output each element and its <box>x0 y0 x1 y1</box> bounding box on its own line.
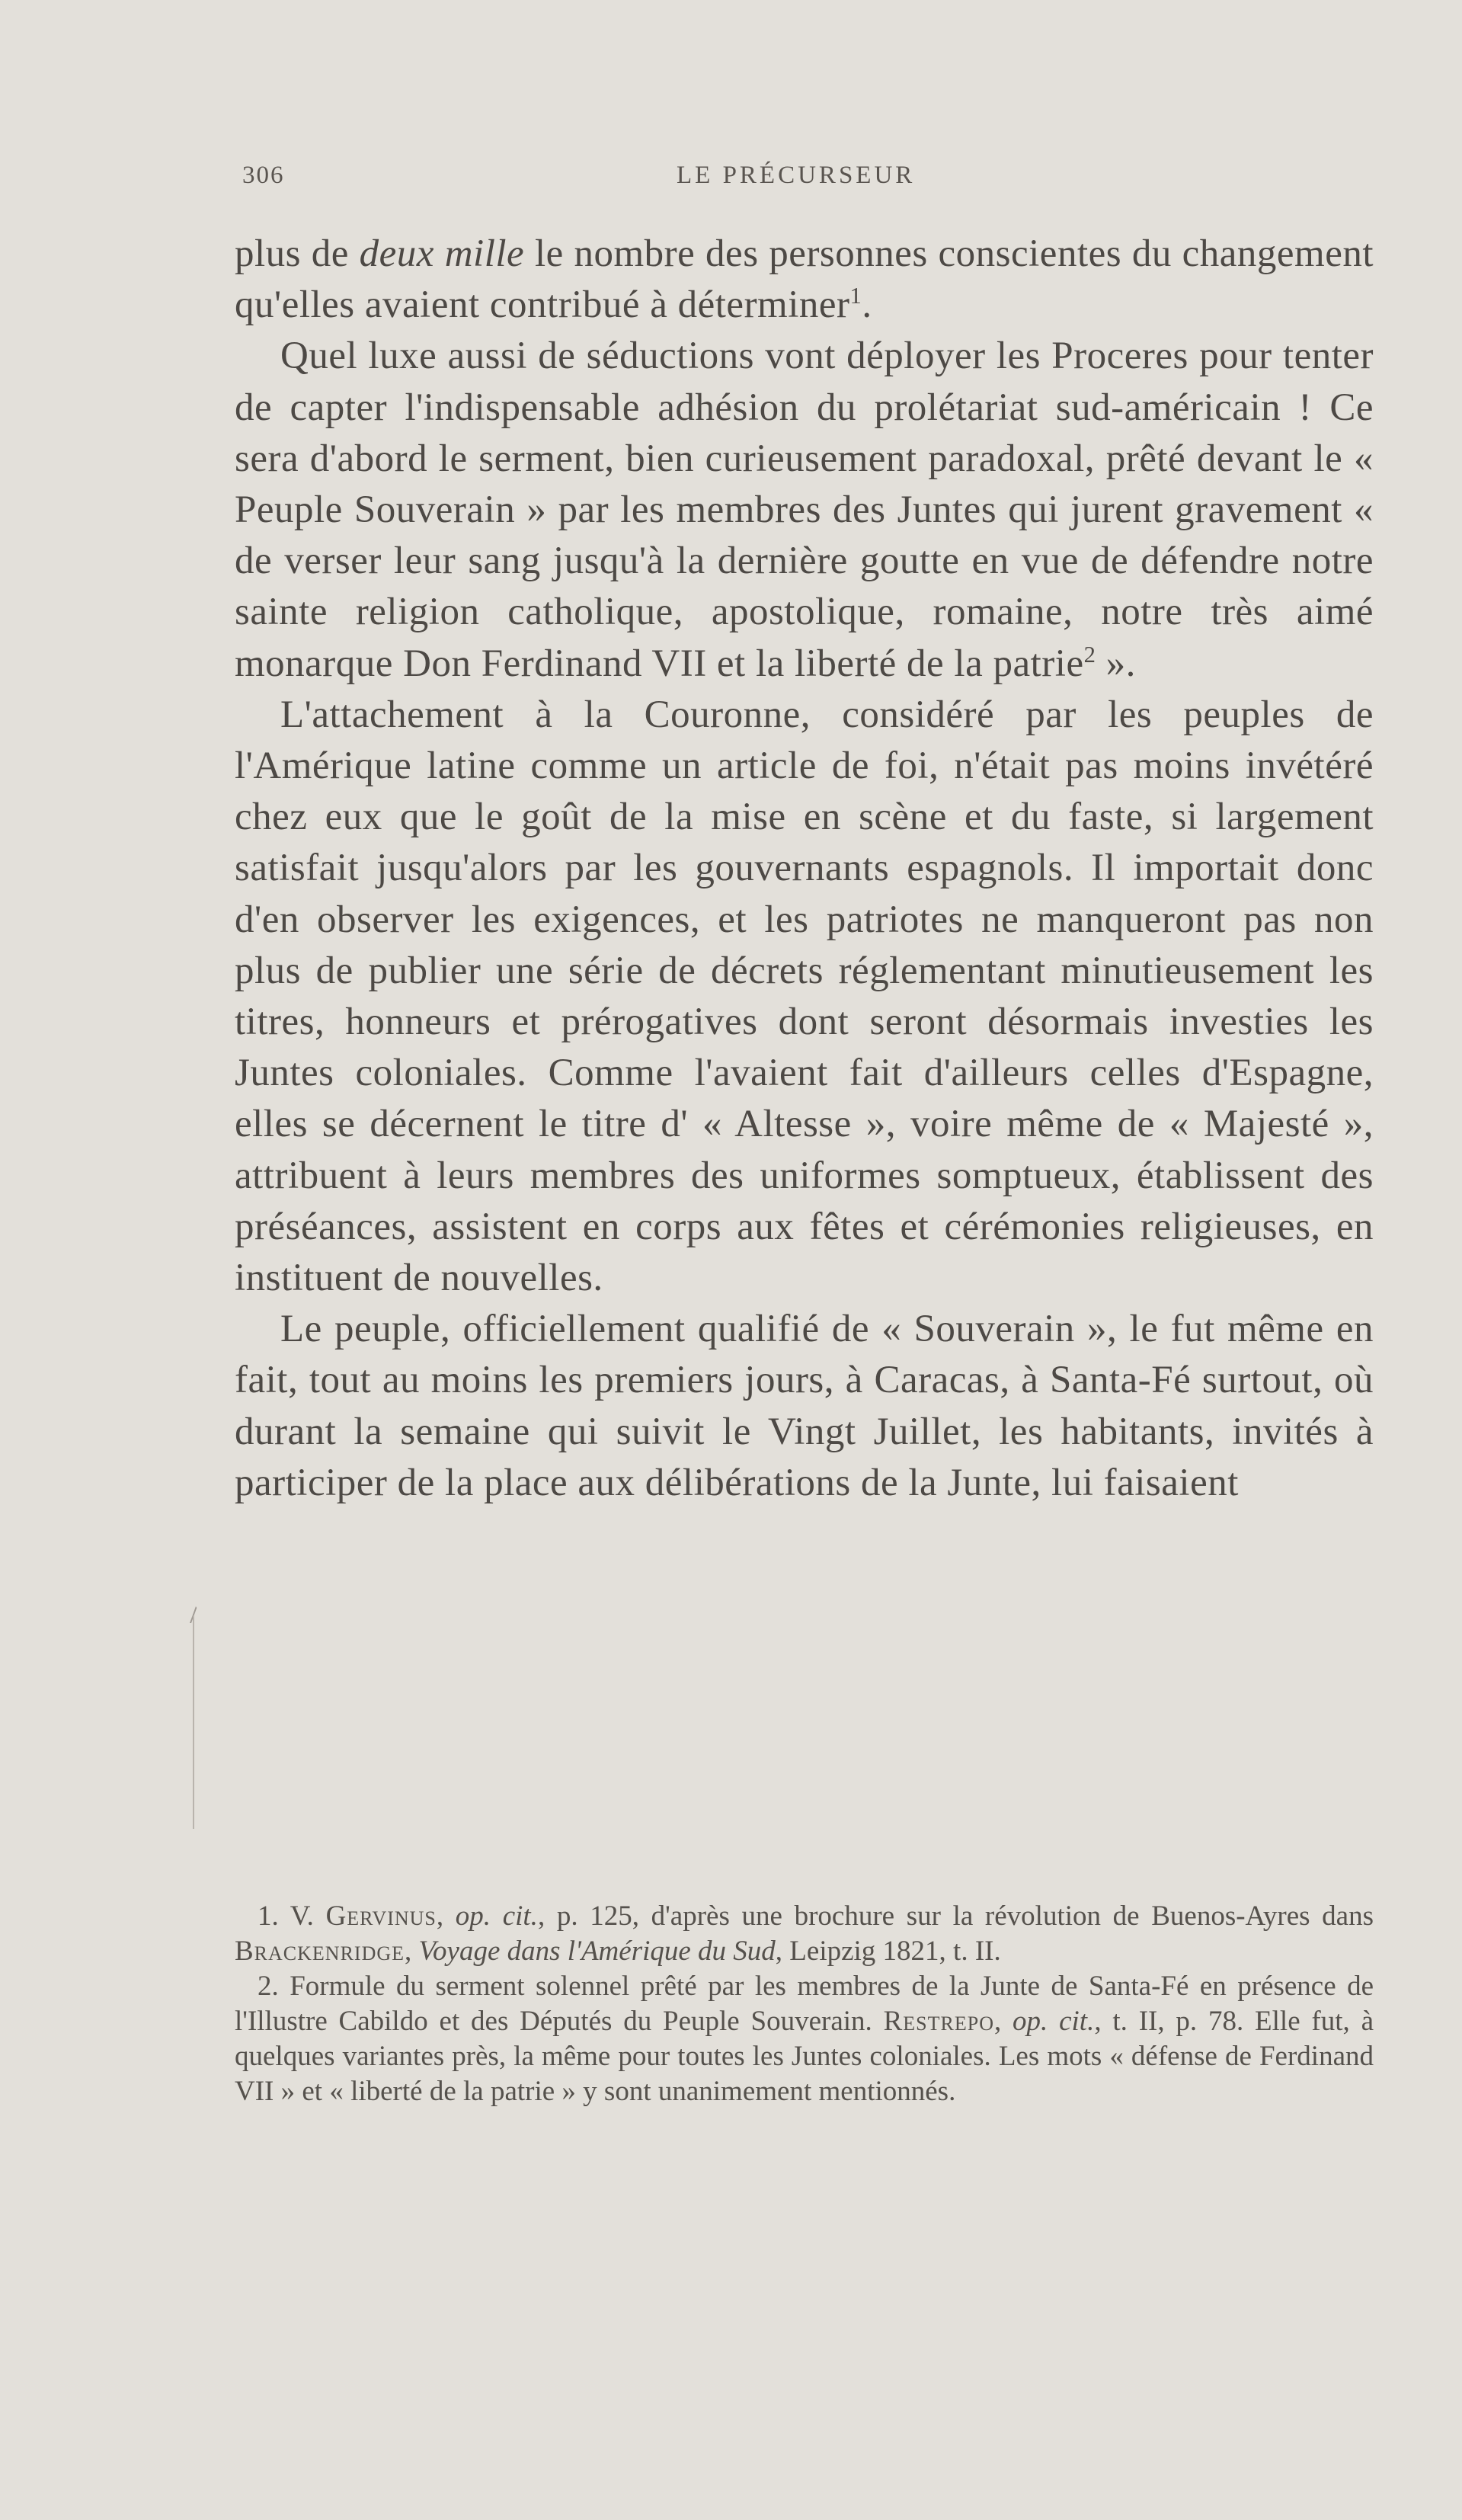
paragraph-4: Le peuple, officiellement qualifié de « Souverain », le fut même en fait, tout au moins les premiers jours, à Caracas, à Santa-Fé surtout, où durant la semaine qui suivit le Vingt Juillet, les habitants, invités à participer de la place aux délibérations de la Junte, lui faisaient <box>235 1308 1374 1504</box>
paragraph-2: Quel luxe aussi de séductions vont déployer les Proceres pour tenter de capter l'indispensable adhésion du prolétariat sud-américain ! Ce sera d'abord le serment, bien curieusement paradoxal, prêté devant le « Peuple Souverain » par les membres des Juntes qui jurent gravement « de verser leur sang jusqu'à la dernière goutte en vue de défendre notre sainte religion catholique, apostolique, romaine, notre très aimé monarque Don Ferdinand VII et la liberté de la patrie$^2$ ». <box>235 335 1374 685</box>
page-number: 306 <box>242 162 285 189</box>
author-name: Gervinus <box>325 1900 437 1932</box>
footnote-ref-1: 1 <box>849 283 862 309</box>
footnote-ref-2: 2 <box>1083 641 1096 668</box>
footnote-1: 1. V. Gervinus, op. cit., p. 125, d'après une brochure sur la révolution de Buenos-Ayres dans Brackenridge, Voyage dans l'Amérique du Sud, Leipzig 1821, t. II. <box>235 1900 1374 1967</box>
paragraph-1: plus de deux mille le nombre des personnes conscientes du changement qu'elles avaient contribué à déterminer$^1$. <box>235 232 1374 327</box>
margin-mark-line <box>193 1615 194 1829</box>
footnotes <box>235 1899 1374 2109</box>
paragraph-3: L'attachement à la Couronne, considéré par les peuples de l'Amérique latine comme un article de foi, n'était pas moins invétéré chez eux que le goût de la mise en scène et du faste, si largement satisfait jusqu'alors par les gouvernants espagnols. Il importait donc d'en observer les exigences, et les patriotes ne manqueront pas non plus de publier une série de décrets réglementant minutieusement les titres, honneurs et prérogatives dont seront désormais investies les Juntes coloniales. Comme l'avaient fait d'ailleurs celles d'Espagne, elles se décernent le titre d' « Altesse », voire même de « Majesté », attribuent à leurs membres des uniformes somptueux, établissent des préséances, assistent en corps aux fêtes et cérémonies religieuses, en instituent de nouvelles. <box>235 693 1374 1300</box>
running-head: LE PRÉCURSEUR <box>677 162 916 189</box>
author-name: Restrepo <box>883 2006 994 2037</box>
book-title: Voyage dans l'Amérique du Sud <box>418 1936 776 1967</box>
footnote-2: 2. Formule du serment solennel prêté par les membres de la Junte de Santa-Fé en présence de l'Illustre Cabildo et des Députés du Peuple Souverain. Restrepo, op. cit., t. II, p. 78. Elle fut, à quelques variantes près, la même pour toutes les Juntes coloniales. Les mots « défense de Ferdinand VII » et « liberté de la patrie » y sont unanimement mentionnés. <box>235 1971 1374 2107</box>
author-name: Brackenridge <box>235 1936 405 1967</box>
main-text <box>235 229 1374 1509</box>
page-header <box>242 162 1385 200</box>
margin-mark-tick <box>190 1606 205 1623</box>
emphasis: deux mille <box>359 232 525 275</box>
